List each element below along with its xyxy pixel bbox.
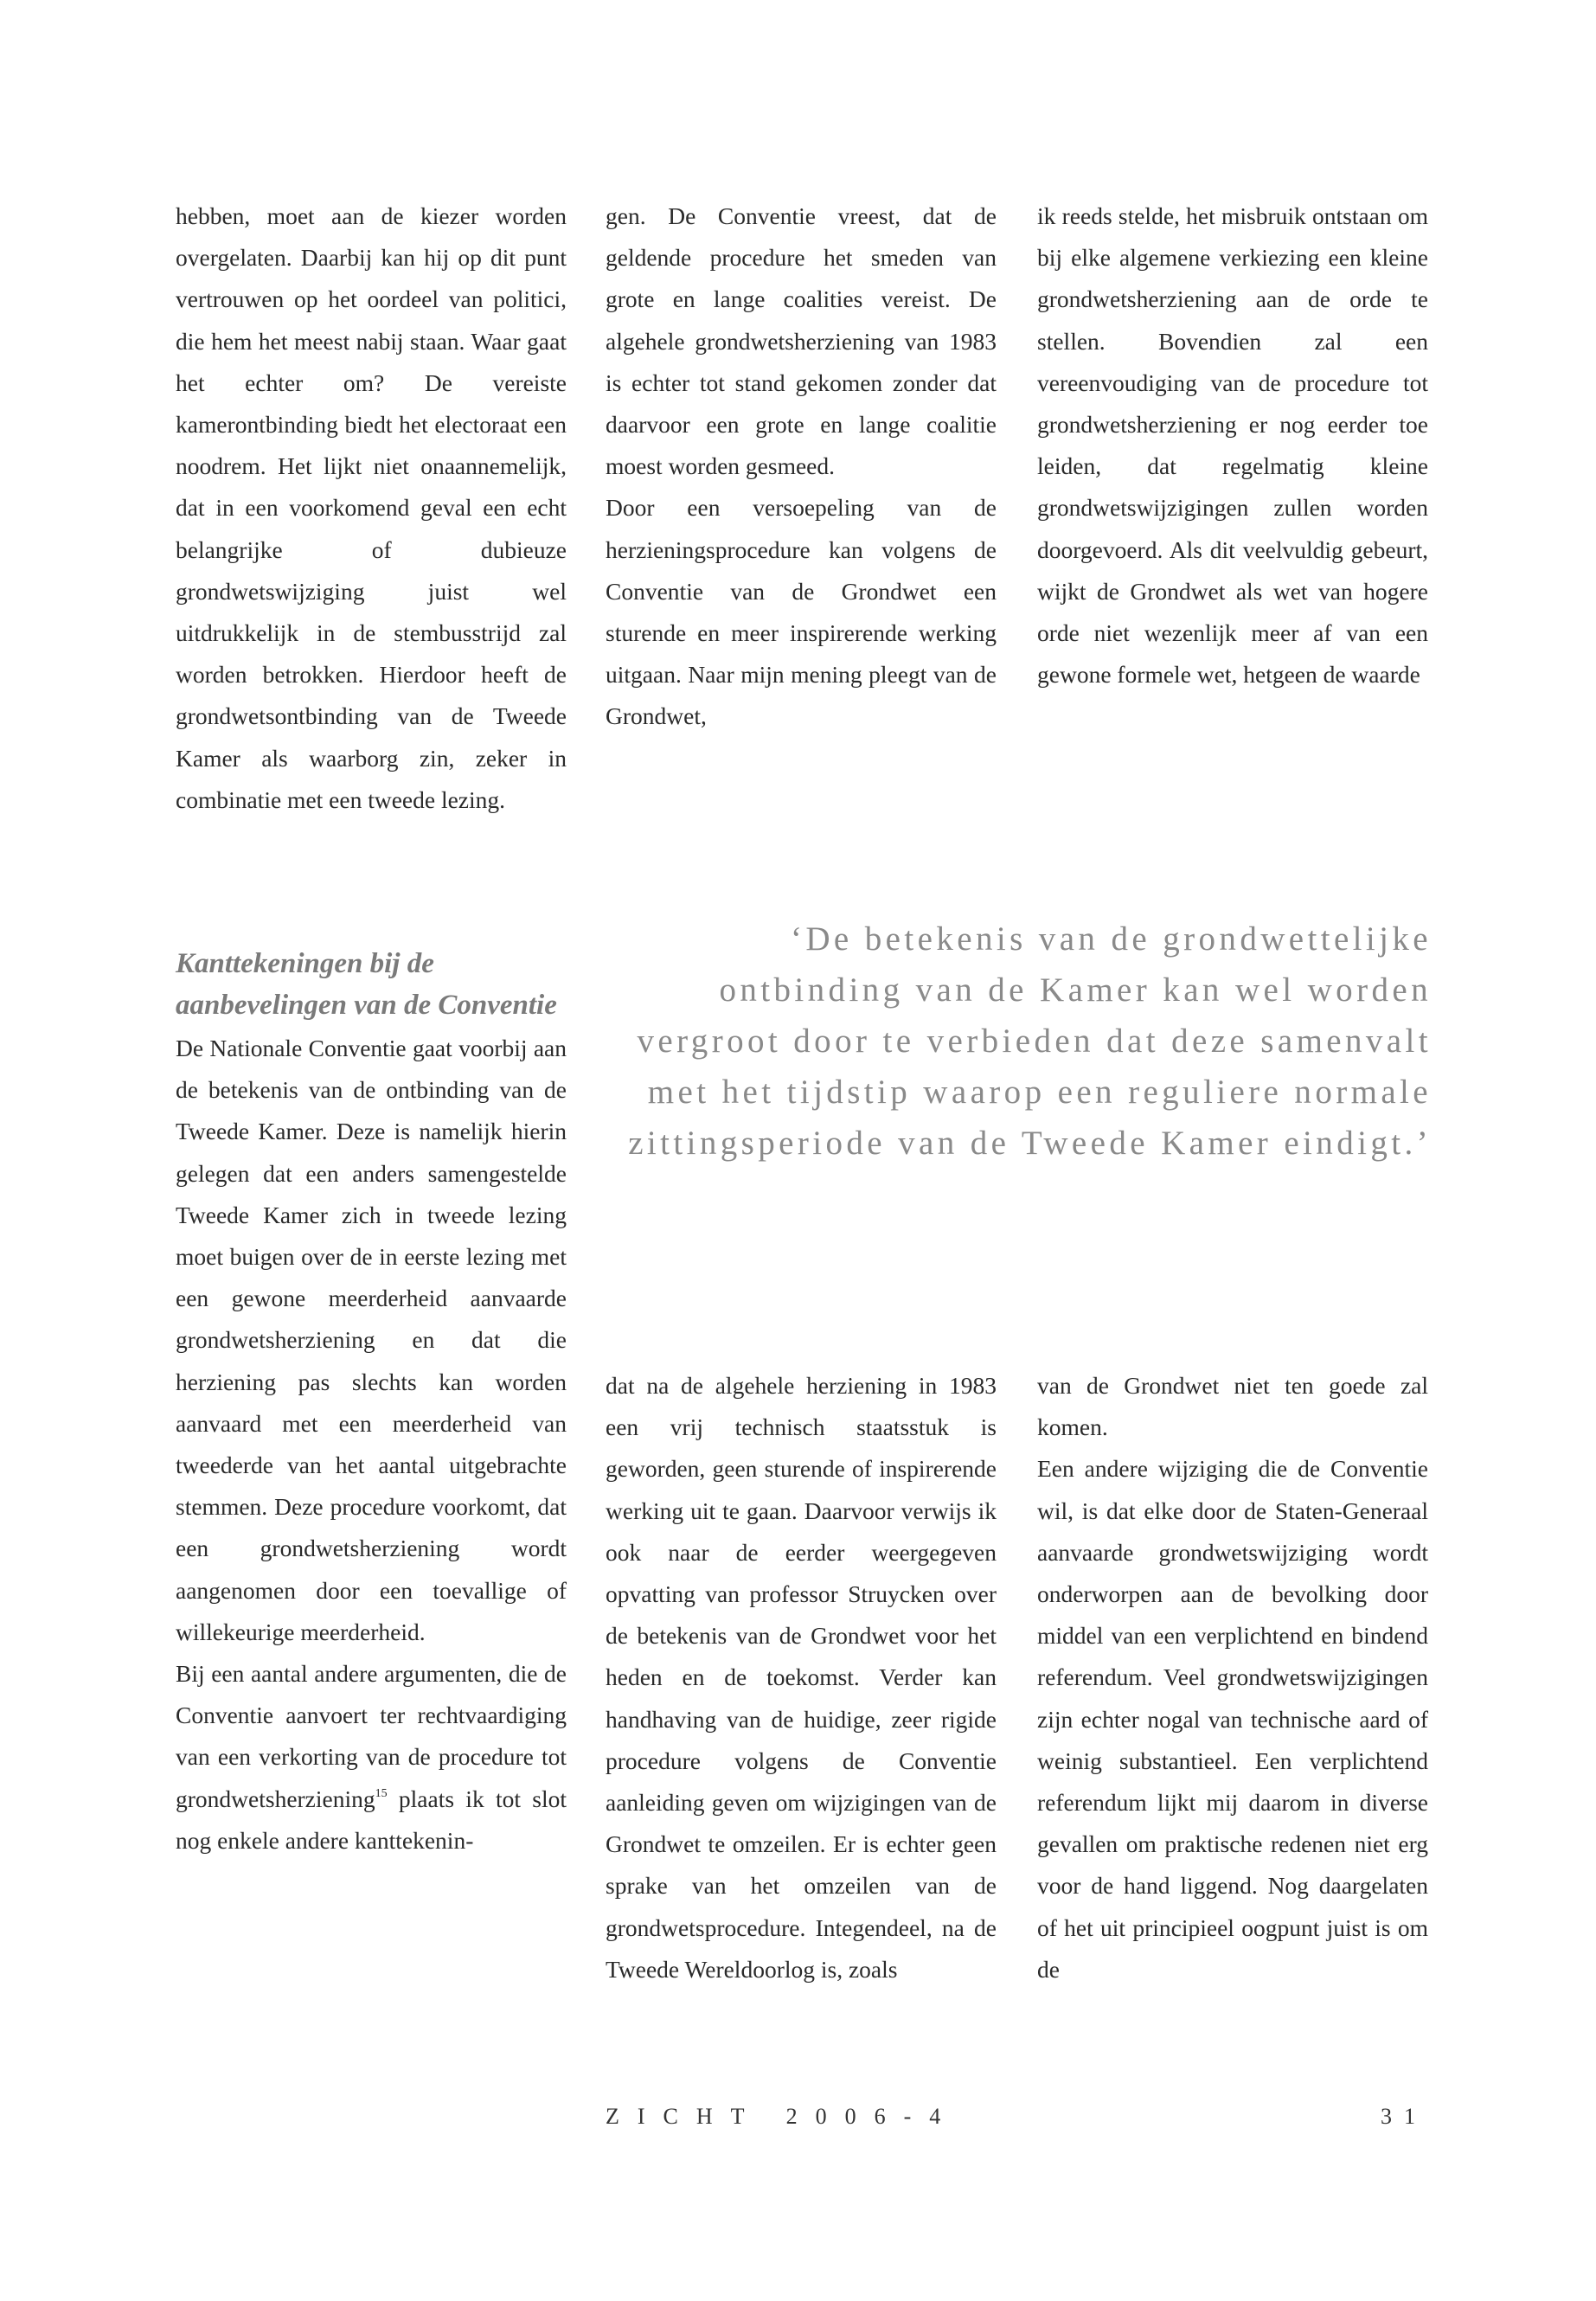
paragraph: Een andere wijziging die de Conventie wil, is dat elke door de Staten-Generaal aanvaarde grondwetswijziging wordt onderworpen aan de bevolking door middel van een verplichtend en bindend referendum. Veel grondwetswijzigingen zijn echter nogal van technische aard of weinig substantieel. Een verplichtend referendum lijkt mij daarom in diverse gevallen om praktische redenen niet erg voor de hand liggend. Nog daargelaten of het uit principieel oogpunt juist is om de <box>1037 1455 1428 1983</box>
column-2-bottom <box>606 1365 997 1990</box>
paragraph: gen. De Conventie vreest, dat de geldende procedure het smeden van grote en lange coalities vereist. De algehele grondwetsherziening van 1983 is echter tot stand gekomen zonder dat daarvoor een grote en lange coalitie moest worden gesmeed. <box>606 202 997 480</box>
footnote-marker: 15 <box>375 1786 388 1800</box>
column-2-top <box>606 195 997 738</box>
paragraph: dat na de algehele herziening in 1983 een vrij technisch staatsstuk is geworden, geen sturende of inspirerende werking uit te gaan. Daarvoor verwijs ik ook naar de eerder weergegeven opvatting van professor Struycken over de betekenis van de Grondwet voor het heden en de toekomst. Verder kan handhaving van de huidige, zeer rigide procedure volgens de Conventie aanleiding geven om wijzigingen van de Grondwet te omzeilen. Er is echter geen sprake van het omzeilen van de grondwetsprocedure. Integendeel, na de Tweede Wereldoorlog is, zoals <box>606 1372 997 1983</box>
pull-quote-text: ‘De betekenis van de grondwettelijke ontbinding van de Kamer kan wel worden vergroot door te verbieden dat deze samenvalt met het tijdstip waarop een reguliere normale zittingsperiode van de Tweede Kamer eindigt.’ <box>628 920 1432 1162</box>
journal-footer: ZICHT 2006-4 <box>606 2104 959 2129</box>
paragraph-text: plaats ik tot slot nog enkele andere kanttekenin- <box>176 1785 567 1854</box>
paragraph: van de Grondwet niet ten goede zal komen. <box>1037 1372 1428 1441</box>
paragraph: ik reeds stelde, het misbruik ontstaan om bij elke algemene verkiezing een kleine grondwetsherziening aan de orde te stellen. Bovendien zal een vereenvoudiging van de procedure tot grondwetsherziening er nog eerder toe leiden, dat regelmatig kleine grondwetswijzigingen zullen worden doorgevoerd. Als dit veelvuldig gebeurt, wijkt de Grondwet als wet van hogere orde niet wezenlijk meer af van een gewone formele wet, hetgeen de waarde <box>1037 202 1428 689</box>
pull-quote <box>623 913 1432 1169</box>
paragraph: hebben, moet aan de kiezer worden overgelaten. Daarbij kan hij op dit punt vertrouwen op het oordeel van politici, die hem het meest nabij staan. Waar gaat het echter om? De vereiste kamerontbinding biedt het electoraat een noodrem. Het lijkt niet onaannemelijk, dat in een voorkomend geval een echt belangrijke of dubieuze grondwetswijziging juist wel uitdrukkelijk in de stembusstrijd zal worden betrokken. Hierdoor heeft de grondwetsontbinding van de Tweede Kamer als waarborg zin, zeker in combinatie met een tweede lezing. <box>176 202 567 813</box>
paragraph-text: Bij een aantal andere argumenten, die de Conventie aanvoert ter rechtvaardiging van een verkorting van de procedure tot grondwetsherziening <box>176 1660 567 1812</box>
section-heading: Kanttekeningen bij de aanbevelingen van de Conventie <box>176 948 557 1021</box>
paragraph: De Nationale Conventie gaat voorbij aan de betekenis van de ontbinding van de Tweede Kamer. Deze is namelijk hierin gelegen dat een anders samengestelde Tweede Kamer zich in tweede lezing moet buigen over de in eerste lezing met een gewone meerderheid aanvaarde grondwetsherziening en dat die herziening pas slechts kan worden aanvaard met een meerderheid van tweederde van het aantal uitgebrachte stemmen. Deze procedure voorkomt, dat een grondwetsherziening wordt aangenomen door een toevallige of willekeurige meerderheid. <box>176 1035 567 1645</box>
column-1-top <box>176 195 567 821</box>
column-3-top <box>1037 195 1428 695</box>
page-number: 31 <box>1381 2104 1427 2129</box>
paragraph: Door een versoepeling van de herzieningsprocedure kan volgens de Conventie van de Grondwet een sturende en meer inspirerende werking uitgaan. Naar mijn mening pleegt van de Grondwet, <box>606 494 997 730</box>
column-1-section <box>176 943 567 1862</box>
paragraph <box>176 1653 567 1862</box>
column-3-bottom <box>1037 1365 1428 1990</box>
